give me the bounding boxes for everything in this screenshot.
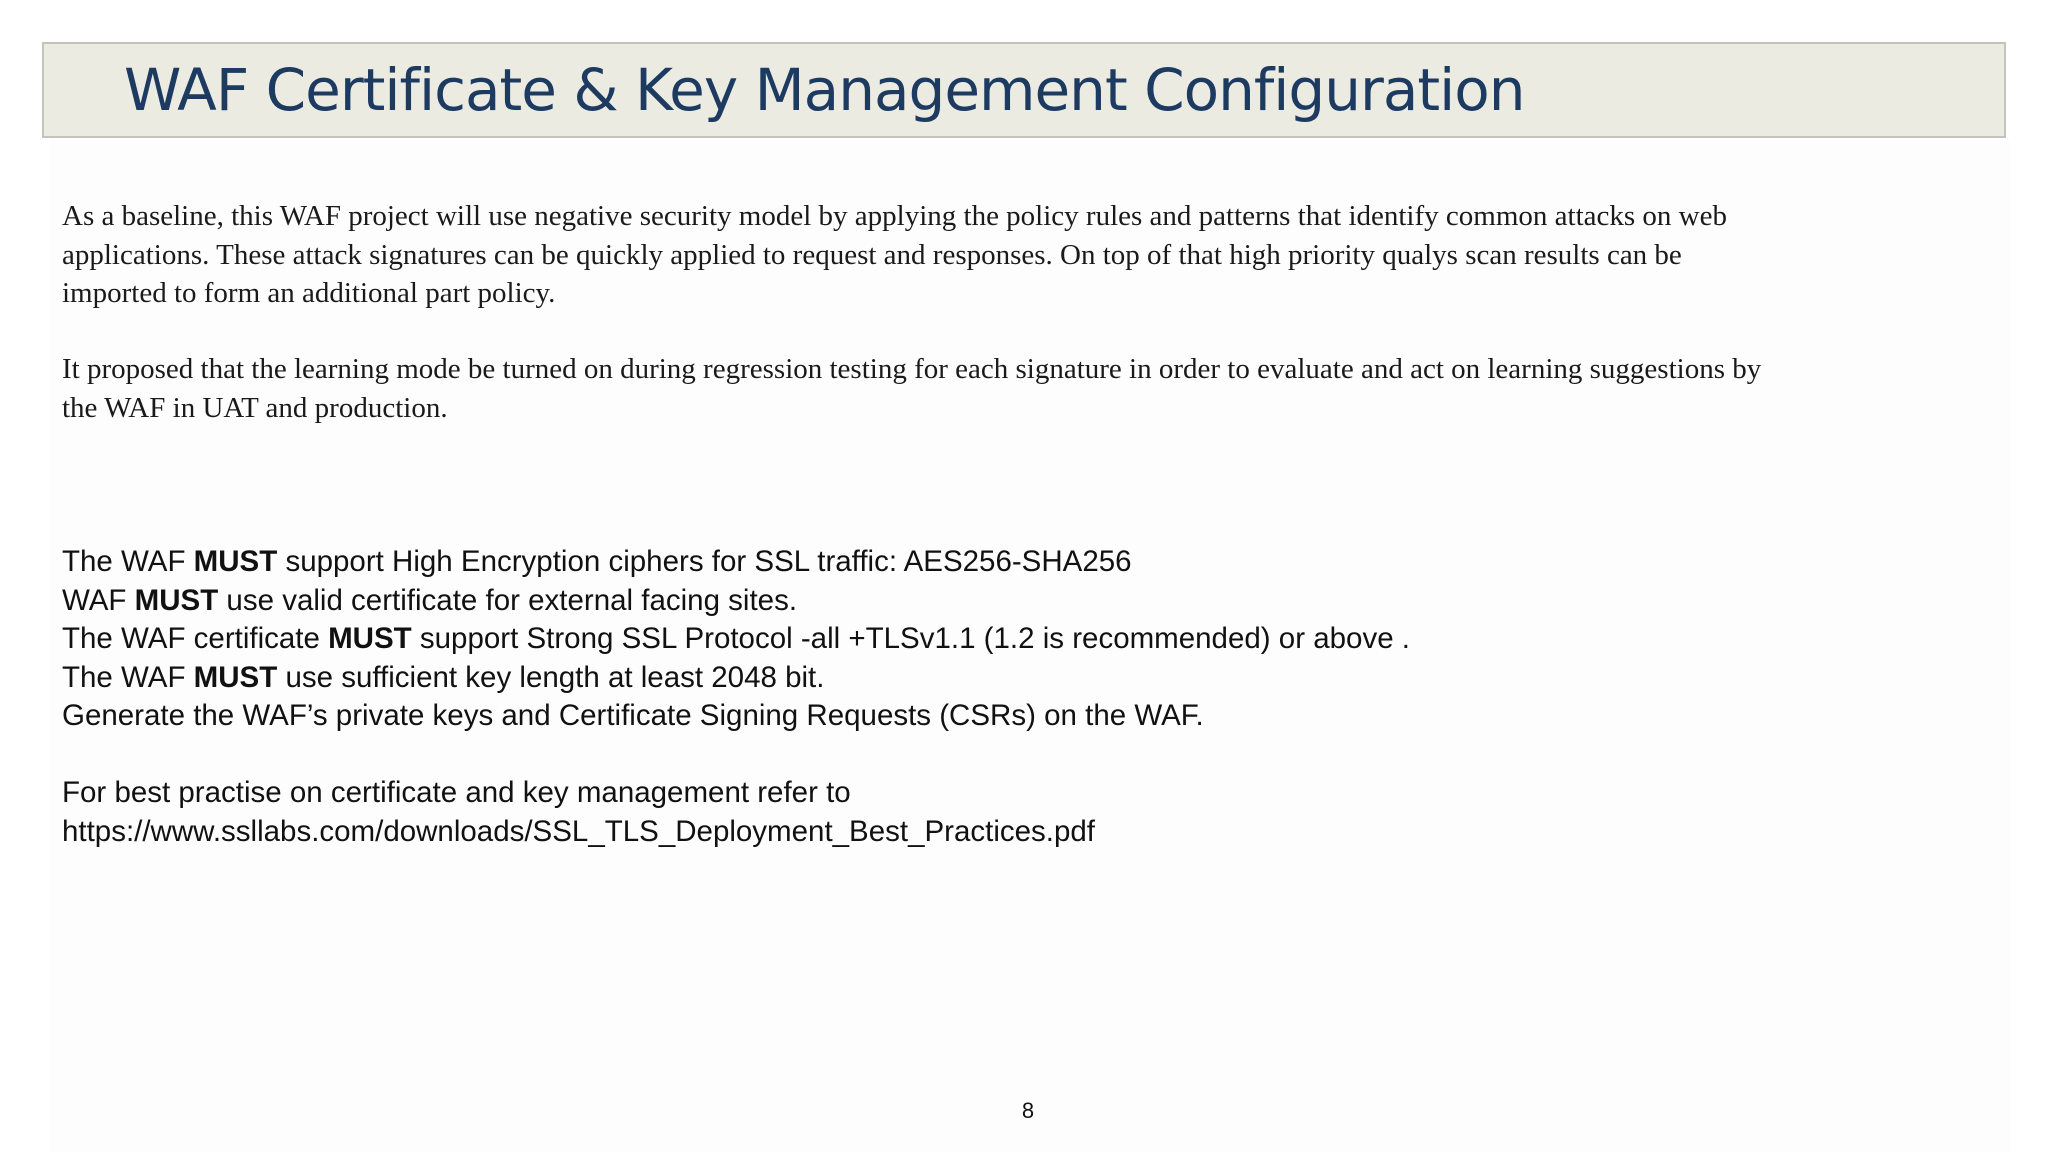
baseline-paragraph: As a baseline, this WAF project will use negative security model by applying the policy rules and patterns that identify common attacks on web applications. These attack signatures can be quickly applied to request and responses. On top of that high priority qualys scan results can be imported to form an additional part policy. xyxy=(62,200,1727,309)
spacer xyxy=(62,736,1962,775)
must-keyword: MUST xyxy=(328,622,412,655)
requirement-text: The WAF xyxy=(62,660,194,694)
requirement-text: use valid certificate for external facing sites. xyxy=(218,583,798,617)
requirement-text: WAF xyxy=(62,583,135,617)
requirement-line xyxy=(62,582,1962,621)
must-keyword: MUST xyxy=(193,660,278,694)
reference-intro: For best practise on certificate and key management refer to xyxy=(62,776,851,809)
requirement-text: use sufficient key length at least 2048 bit. xyxy=(277,660,825,694)
must-keyword: MUST xyxy=(134,583,219,617)
requirement-line xyxy=(62,659,1962,698)
csr-note: Generate the WAF’s private keys and Certificate Signing Requests (CSRs) on the WAF. xyxy=(62,699,1204,732)
slide-title: WAF Certificate & Key Management Configuration xyxy=(124,56,1525,124)
must-keyword: MUST xyxy=(193,545,278,578)
learning-mode-paragraph: It proposed that the learning mode be turned on during regression testing for each signature in order to evaluate and act on learning suggestions by the WAF in UAT and production. xyxy=(62,353,1762,424)
title-band xyxy=(42,42,2006,138)
reference-url: https://www.ssllabs.com/downloads/SSL_TLS_Deployment_Best_Practices.pdf xyxy=(62,814,1096,848)
requirement-text: support Strong SSL Protocol -all +TLSv1.1 (1.2 is recommended) or above . xyxy=(411,622,1410,655)
page-number: 8 xyxy=(1021,1098,1035,1123)
requirement-line xyxy=(62,543,1962,582)
requirement-line xyxy=(62,620,1962,659)
requirements-block xyxy=(62,543,1962,851)
requirement-text: support High Encryption ciphers for SSL traffic: AES256-SHA256 xyxy=(277,545,1132,578)
requirement-text: The WAF certificate xyxy=(62,622,329,655)
requirement-text: The WAF xyxy=(62,545,194,578)
